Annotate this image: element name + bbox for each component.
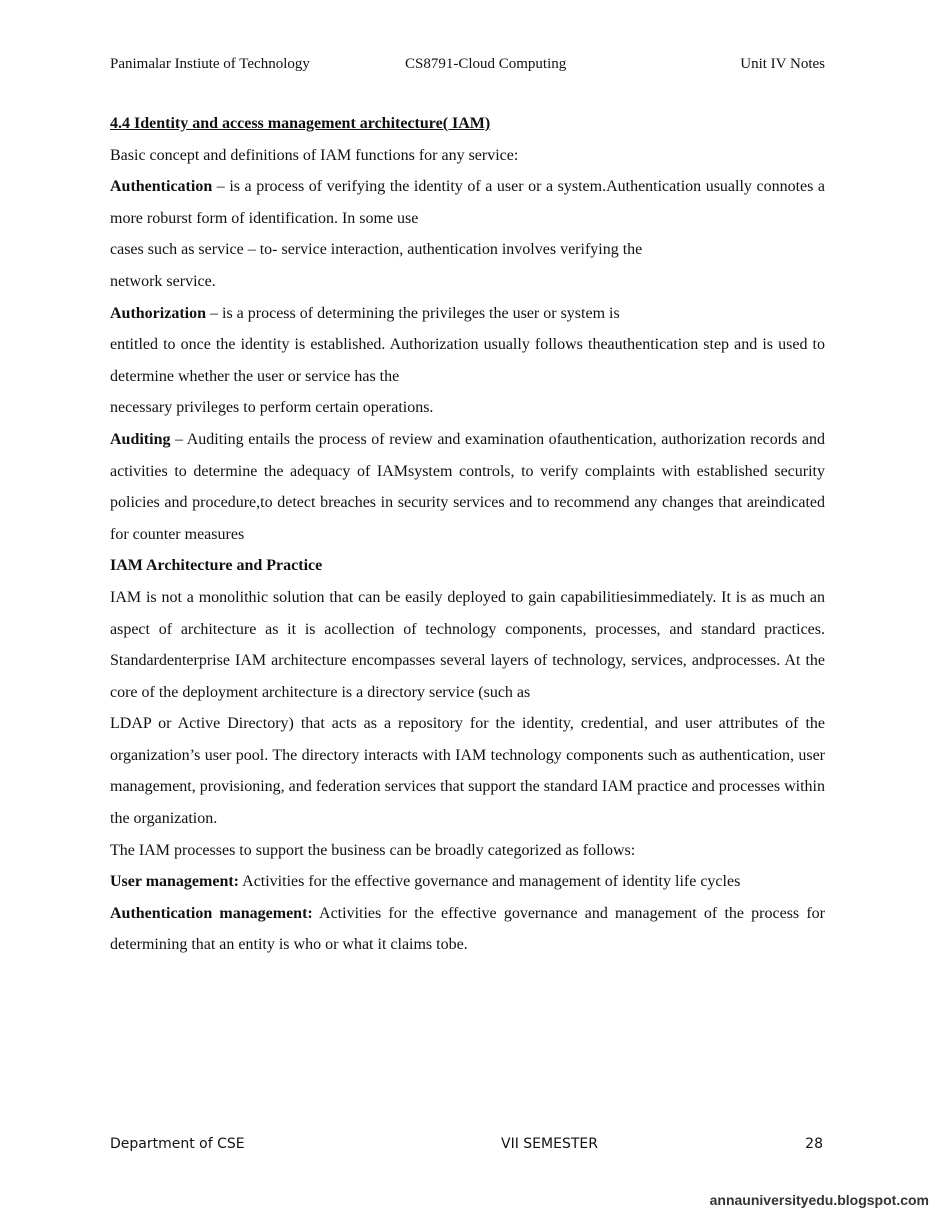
architecture-paragraph-3: The IAM processes to support the business can be broadly categorized as follows: — [110, 841, 636, 859]
header-institute: Panimalar Instiute of Technology — [110, 56, 310, 72]
footer-semester: VII SEMESTER — [501, 1136, 598, 1152]
authorization-line-3: necessary privileges to perform certain operations. — [110, 399, 434, 417]
authentication-line-2: cases such as service – to- service interaction, authentication involves verifying the — [110, 241, 643, 259]
authorization-text: – is a process of determining the privileges the user or system is — [206, 304, 620, 322]
page-number: 28 — [805, 1136, 823, 1152]
user-management-item — [110, 866, 825, 898]
authentication-management-text: Activities for the effective governance and management of the process for determining that an entity is who or what it claims tobe. — [110, 904, 825, 954]
section-intro: Basic concept and definitions of IAM functions for any service: — [110, 146, 519, 164]
architecture-paragraph-1: IAM is not a monolithic solution that can be easily deployed to gain capabilitiesimmediately. It is as much an aspect of architecture as it is acollection of technology components, processes, and standard practices. Standardenterprise IAM architecture encompasses several layers of technology, services, andprocesses. At the core of the deployment architecture is a directory service (such as — [110, 588, 825, 701]
authorization-term: Authorization — [110, 304, 206, 322]
section-title: 4.4 Identity and access management architecture( IAM) — [110, 115, 491, 132]
page-header — [110, 56, 825, 78]
auditing-term: Auditing — [110, 430, 171, 448]
auditing-text: – Auditing entails the process of review and examination ofauthentication, authorization records and activities to determine the adequacy of IAMsystem controls, to verify complaints with established security policies and procedure,to detect breaches in security services and to recommend any changes that areindicated for counter measures — [110, 430, 825, 543]
auditing-definition — [110, 424, 825, 550]
authentication-management-term: Authentication management: — [110, 904, 313, 922]
authorization-line-2: entitled to once the identity is established. Authorization usually follows theauthentication step and is used to determine whether the user or service has the — [110, 336, 825, 385]
architecture-paragraph-2: LDAP or Active Directory) that acts as a repository for the identity, credential, and user attributes of the organization’s user pool. The directory interacts with IAM technology components such as authentication, user management, provisioning, and federation services that support the standard IAM practice and processes within the organization. — [110, 715, 825, 828]
authentication-definition — [110, 171, 825, 234]
authorization-definition — [110, 298, 825, 330]
page-footer — [110, 1136, 823, 1156]
user-management-text: Activities for the effective governance and management of identity life cycles — [239, 873, 741, 891]
header-course: CS8791-Cloud Computing — [405, 56, 567, 72]
authentication-text: – is a process of verifying the identity of a user or a system.Authentication usually connotes a more roburst form of identification. In some use — [110, 178, 825, 227]
watermark-url: annauniversityedu.blogspot.com — [709, 1192, 929, 1208]
footer-department: Department of CSE — [110, 1136, 245, 1152]
authentication-term: Authentication — [110, 178, 213, 196]
user-management-term: User management: — [110, 873, 240, 891]
authentication-management-item — [110, 898, 825, 961]
page-body — [110, 108, 825, 961]
authentication-line-3: network service. — [110, 272, 216, 290]
architecture-heading: IAM Architecture and Practice — [110, 557, 323, 575]
header-unit: Unit IV Notes — [740, 56, 825, 72]
